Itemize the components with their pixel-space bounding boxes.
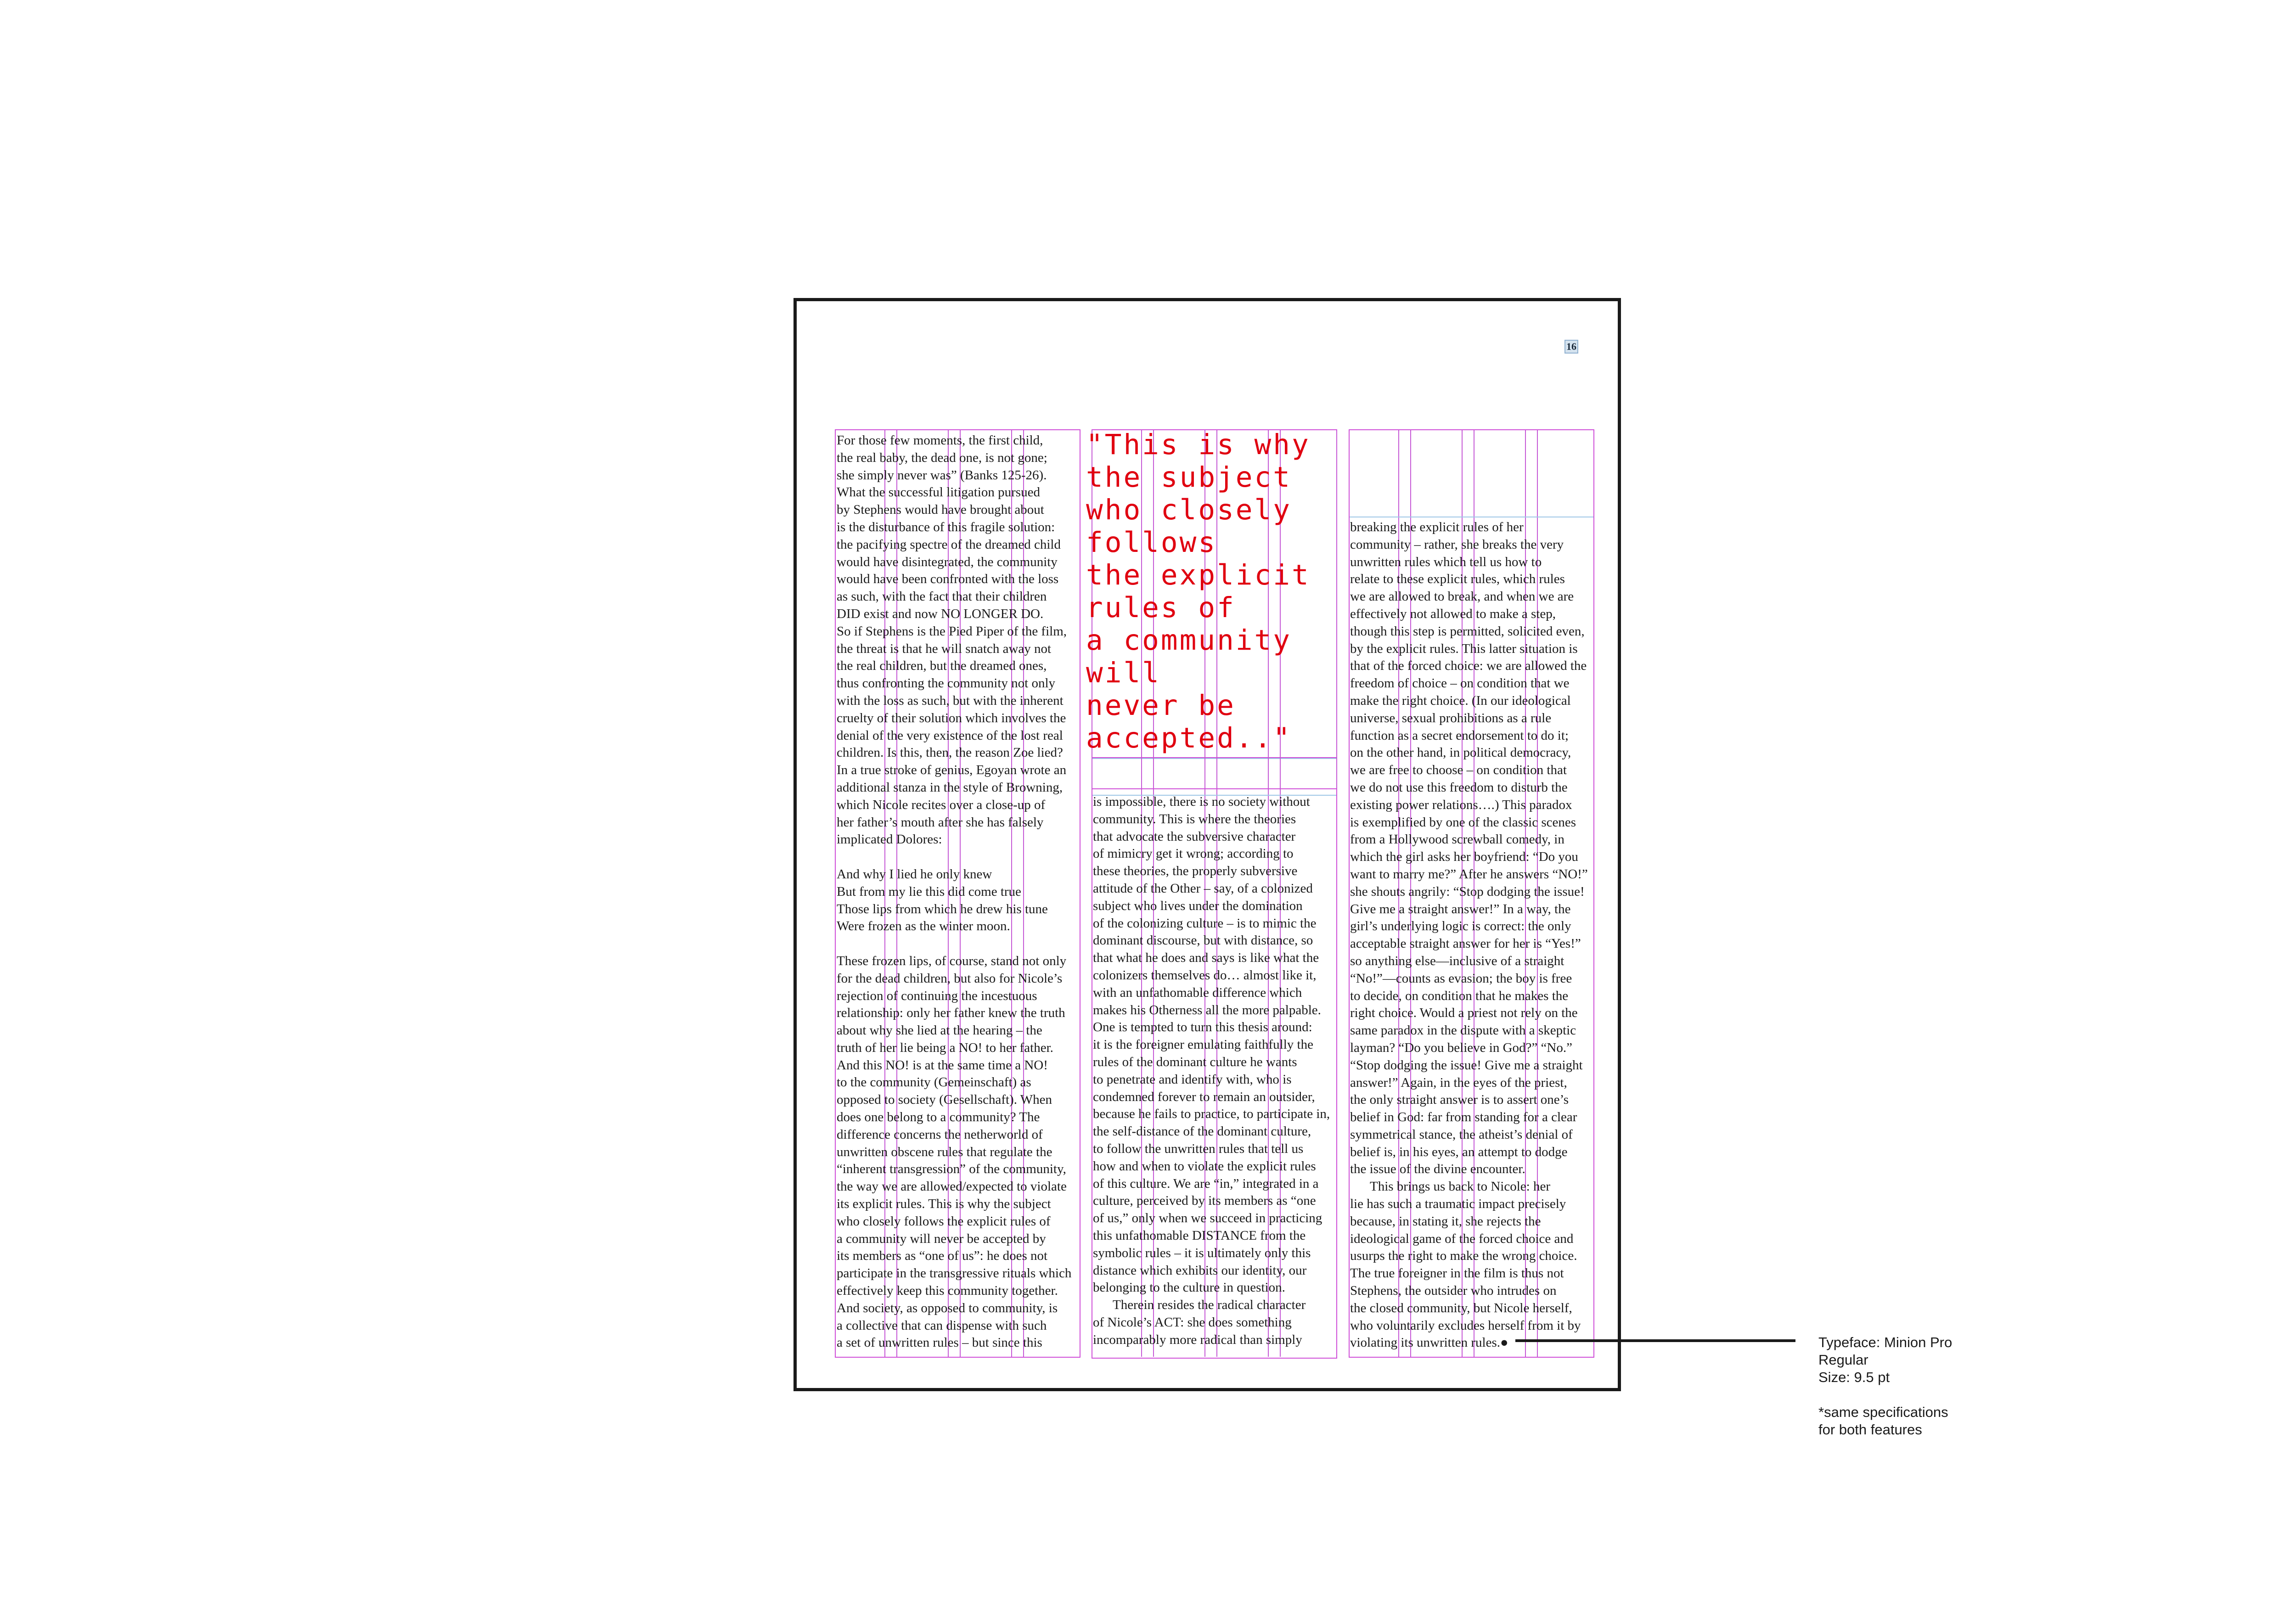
spec-line <box>1818 1386 1952 1404</box>
spec-line: *same specifications <box>1818 1404 1948 1420</box>
column-1-text: For those few moments, the first child, the real baby, the dead one, is not gone; she simply never was” (Banks 125-26). What the successful litigation pursued by Stephens would have brought about is the disturbance of this fragile solution: the pacifying spectre of the dreamed child would have disintegrated, the community would have been confronted with the loss as such, with the fact that their children DID exist and now NO LONGER DO. So if Stephens is the Pied Piper of the film, the threat is that he will snatch away not the real children, but the dreamed ones, thus confronting the community not only with the loss as such, but with the inherent cruelty of their solution which involves the denial of the very existence of the lost real children. Is this, then, the reason Zoe lied? In a true stroke of genius, Egoyan wrote an additional stanza in the style of Browning, which Nicole recites over a close-up of her father’s mouth after she has falsely implicated Dolores: And why I lied he only knew But from my lie this did come true Those lips from which he drew his tune Were frozen as the winter moon. These frozen lips, of course, stand not only for the dead children, but also for Nicole’s rejection of continuing the incestuous relationship: only her father knew the truth about why she lied at the hearing – the truth of her lie being a NO! to her father. And this NO! is at the same time a NO! to the community (Gemeinschaft) as opposed to society (Gesellschaft). When does one belong to a community? The difference concerns the netherworld of unwritten obscene rules that regulate the “inherent transgression” of the community, the way we are allowed/expected to violate its explicit rules. This is why the subject who closely follows the explicit rules of a community will never be accepted by its members as “one of us”: he does not participate in the transgressive rituals which effectively keep this community together. And society, as opposed to community, is a collective that can dispense with such a set of unwritten rules – but since this <box>837 433 1072 1350</box>
spec-line: Regular <box>1818 1352 1868 1368</box>
annotation-leader-line <box>1515 1339 1795 1342</box>
column-2-text: is impossible, there is no society without community. This is where the theories that advocate the subversive character of mimicry get it wrong; according to these theories, the properly subversive attitude of the Other – say, of a colonized subject who lives under the domination of the colonizing culture – is to mimic the dominant discourse, but with distance, so that what he does and says is like what the colonizers themselves do… almost like it, with an unfathomable difference which makes his Otherness all the more palpable. One is tempted to turn this thesis around: it is the foreigner emulating faithfully the rules of the dominant culture he wants to penetrate and identify with, who is condemned forever to remain an outsider, because he fails to practice, to participate in, the self-distance of the dominant culture, to follow the unwritten rules that tell us how and when to violate the explicit rules of this culture. We are “in,” integrated in a culture, perceived by its members as “one of us,” only when we succeed in practicing this unfathomable DISTANCE from the symbolic rules – it is ultimately only this distance which exhibits our identity, our belonging to the culture in question. Therein resides the radical character of Nicole’s ACT: she does something incomparably more radical than simply <box>1093 794 1330 1347</box>
spec-line: for both features <box>1818 1422 1922 1438</box>
page-number: 16 <box>1564 340 1578 354</box>
spec-annotation <box>1818 1334 1952 1438</box>
spec-line: Typeface: Minion Pro <box>1818 1334 1953 1350</box>
column-3-text: breaking the explicit rules of her community – rather, she breaks the very unwritten rules which tell us how to relate to these explicit rules, which rules we are allowed to break, and when we are effectively not allowed to make a step, though this step is permitted, solicited even, by the explicit rules. This latter situation is that of the forced choice: we are allowed the freedom of choice – on condition that we make the right choice. (In our ideological universe, sexual prohibitions as a rule function as a secret endorsement to do it; on the other hand, in political democracy, we are free to choose – on condition that we do not use this freedom to disturb the existing power relations….) This paradox is exemplified by one of the classic scenes from a Hollywood screwball comedy, in which the girl asks her boyfriend: “Do you want to marry me?” After he answers “NO!” she shouts angrily: “Stop dodging the issue! Give me a straight answer!” In a way, the girl’s underlying logic is correct: the only acceptable straight answer for her is “Yes!” so anything else—inclusive of a straight “No!”—counts as evasion; the boy is free to decide, on condition that he makes the right choice. Would a priest not rely on the same paradox in the dispute with a skeptic layman? “Do you believe in God?” “No.” “Stop dodging the issue! Give me a straight answer!” Again, in the eyes of the priest, the only straight answer is to assert one’s belief in God: far from standing for a clear symmetrical stance, the atheist’s denial of belief is, in his eyes, an attempt to dodge the issue of the divine encounter. This brings us back to Nicole: her lie has such a traumatic impact precisely because, in stating it, she rejects the ideological game of the forced choice and usurps the right to make the wrong choice. The true foreigner in the film is thus not Stephens, the outsider who intrudes on the closed community, but Nicole herself, who voluntarily excludes herself from it by violating its unwritten rules.● <box>1350 520 1588 1350</box>
pull-quote: "This is why the subject who closely follows the explicit rules of a community will never be accepted.." <box>1086 428 1311 754</box>
spec-line: Size: 9.5 pt <box>1818 1369 1890 1385</box>
